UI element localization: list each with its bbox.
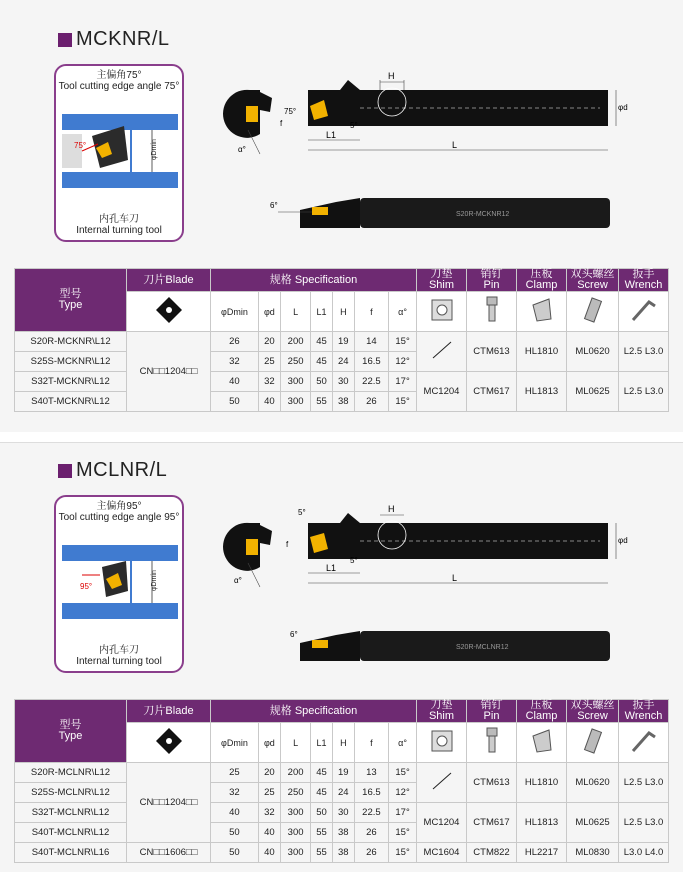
cell: 24	[332, 352, 354, 372]
table-row	[15, 803, 669, 823]
pin-en: Pin	[483, 710, 500, 722]
clamp-cell: HL1813	[517, 372, 567, 412]
type-cn: 型号	[59, 288, 82, 300]
screw-cell: ML0620	[567, 763, 619, 803]
cell: 40	[211, 803, 259, 823]
clamp-icon-cell	[517, 723, 567, 763]
alpha-label: α°	[234, 576, 242, 585]
type-header	[15, 700, 127, 763]
boring-illustration	[62, 96, 178, 206]
d-label: φd	[618, 103, 628, 112]
type-en: Type	[58, 299, 83, 311]
cell: 50	[311, 803, 333, 823]
section-mclnr	[0, 442, 683, 872]
shim-cn: 刀垫	[430, 699, 453, 711]
pin-cell: CTM617	[467, 372, 517, 412]
pin-header	[467, 700, 517, 723]
clamp-en: Clamp	[525, 279, 558, 291]
cell: 20	[258, 332, 280, 352]
screw-cell: ML0625	[567, 372, 619, 412]
cell: 26	[354, 392, 388, 412]
type-en: Type	[58, 730, 83, 742]
wrench-icon-cell	[619, 723, 669, 763]
wrench-icon-cell	[619, 292, 669, 332]
tool-drawing	[220, 70, 640, 240]
cell: 40	[258, 823, 280, 843]
f-label: f	[286, 540, 289, 549]
wrench-en: Wrench	[624, 279, 663, 291]
row-type: S25S-MCKNR\L12	[15, 352, 127, 372]
caption-en: Internal turning tool	[76, 656, 162, 667]
boring-illustration	[62, 527, 178, 637]
type-cn: 型号	[59, 719, 82, 731]
clamp-cell: HL1813	[517, 803, 567, 843]
card-top-caption	[56, 501, 182, 523]
cell: 30	[332, 803, 354, 823]
L1-label: L1	[326, 130, 337, 140]
screw-header	[567, 269, 619, 292]
pin-cell: CTM822	[467, 843, 517, 863]
insert-diagram-card	[54, 495, 184, 673]
cell: 19	[332, 332, 354, 352]
clamp-icon-cell	[517, 292, 567, 332]
clamp-cell: HL1810	[517, 763, 567, 803]
wrench-cell: L2.5 L3.0	[619, 332, 669, 372]
row-type: S40T-MCKNR\L12	[15, 392, 127, 412]
title-marker	[58, 33, 72, 47]
cell: 40	[211, 372, 259, 392]
shim-icon	[429, 297, 455, 323]
insert-diagram-card	[54, 64, 184, 242]
spec-header: 规格 Specification	[211, 700, 417, 723]
cell: 300	[280, 372, 310, 392]
H-label: H	[388, 504, 395, 514]
col-L1: L1	[311, 723, 333, 763]
pin-icon-cell	[467, 292, 517, 332]
cell: 25	[211, 763, 259, 783]
blade-text: CN□□1204□□	[127, 332, 211, 412]
cell: 38	[332, 843, 354, 863]
L-label: L	[452, 573, 458, 583]
row-type: S32T-MCLNR\L12	[15, 803, 127, 823]
card-bottom-caption	[56, 645, 182, 667]
title-text: MCKNR/L	[76, 28, 170, 50]
col-alpha: α°	[389, 292, 417, 332]
cell: 200	[280, 332, 310, 352]
col-f: f	[354, 723, 388, 763]
table-row	[15, 332, 669, 352]
screw-icon-cell	[567, 723, 619, 763]
cell: 50	[211, 392, 259, 412]
cell: 300	[280, 843, 310, 863]
cell: 50	[211, 823, 259, 843]
a5-label: 5°	[350, 556, 358, 565]
row-type: S20R-MCKNR\L12	[15, 332, 127, 352]
clamp-cell: HL1810	[517, 332, 567, 372]
screw-en: Screw	[577, 279, 608, 291]
wrench-cell: L2.5 L3.0	[619, 803, 669, 843]
title-text: MCLNR/L	[76, 459, 168, 481]
pin-icon	[479, 295, 505, 325]
col-d: φd	[258, 723, 280, 763]
cell: 30	[332, 372, 354, 392]
col-dmin: φDmin	[211, 292, 259, 332]
screw-header	[567, 700, 619, 723]
cell: 250	[280, 783, 310, 803]
cell: 45	[311, 783, 333, 803]
screw-cell: ML0625	[567, 803, 619, 843]
clamp-cn: 压板	[530, 268, 553, 280]
screw-icon-cell	[567, 292, 619, 332]
table-row	[15, 763, 669, 783]
shim-icon-cell	[417, 292, 467, 332]
col-L: L	[280, 723, 310, 763]
cell: 55	[311, 843, 333, 863]
cell: 25	[258, 783, 280, 803]
shim-cell: MC1204	[417, 803, 467, 843]
cell: 40	[258, 392, 280, 412]
row-type: S25S-MCLNR\L12	[15, 783, 127, 803]
wrench-cn: 扳手	[632, 268, 655, 280]
section-mcknr	[0, 0, 683, 432]
a6-label: 6°	[270, 201, 278, 210]
screw-cell: ML0620	[567, 332, 619, 372]
cell: 19	[332, 763, 354, 783]
cell: 50	[211, 843, 259, 863]
cell: 38	[332, 823, 354, 843]
cell: 45	[311, 352, 333, 372]
cell: 15°	[389, 763, 417, 783]
caption-en: Tool cutting edge angle 95°	[58, 512, 180, 523]
row-type: S40T-MCLNR\L12	[15, 823, 127, 843]
screw-cn: 双头螺丝	[570, 699, 615, 711]
cell: 32	[211, 783, 259, 803]
col-H: H	[332, 723, 354, 763]
blade-icon-cell	[127, 723, 211, 763]
spec-table	[14, 268, 669, 412]
shim-header	[417, 700, 467, 723]
shim-icon-cell	[417, 723, 467, 763]
col-d: φd	[258, 292, 280, 332]
col-alpha: α°	[389, 723, 417, 763]
alpha-label: α°	[238, 145, 246, 154]
cell: 50	[311, 372, 333, 392]
shim-en: Shim	[428, 710, 455, 722]
card-dim-label: φDmin	[151, 570, 158, 591]
cell: 13	[354, 763, 388, 783]
wrench-cell: L2.5 L3.0	[619, 372, 669, 412]
wrench-header	[619, 700, 669, 723]
t5-label: 5°	[298, 508, 306, 517]
cell: 300	[280, 823, 310, 843]
cell: 15°	[389, 823, 417, 843]
screw-cell: ML0830	[567, 843, 619, 863]
shim-cell: MC1204	[417, 372, 467, 412]
wrench-icon	[629, 727, 659, 755]
a6-label: 6°	[290, 630, 298, 639]
cell: 200	[280, 763, 310, 783]
cell: 38	[332, 392, 354, 412]
row-type: S40T-MCLNR\L16	[15, 843, 127, 863]
shim-icon	[429, 728, 455, 754]
spec-header: 规格 Specification	[211, 269, 417, 292]
cell: 26	[354, 823, 388, 843]
col-L: L	[280, 292, 310, 332]
clamp-en: Clamp	[525, 710, 558, 722]
shim-header	[417, 269, 467, 292]
card-dim-label: φDmin	[151, 139, 158, 160]
a5-label: 5°	[350, 121, 358, 130]
col-dmin: φDmin	[211, 723, 259, 763]
title-marker	[58, 464, 72, 478]
shim-en: Shim	[428, 279, 455, 291]
screw-icon	[580, 726, 606, 756]
L1-label: L1	[326, 563, 337, 573]
clamp-icon	[529, 295, 555, 325]
pin-icon-cell	[467, 723, 517, 763]
row-type: S32T-MCKNR\L12	[15, 372, 127, 392]
blade-header: 刀片Blade	[127, 700, 211, 723]
blade-header: 刀片Blade	[127, 269, 211, 292]
shim-cell	[417, 763, 467, 803]
col-L1: L1	[311, 292, 333, 332]
blade-text: CN□□1606□□	[127, 843, 211, 863]
insert-icon	[154, 295, 184, 325]
pin-cn: 销钉	[480, 699, 503, 711]
shim-cell: MC1604	[417, 843, 467, 863]
caption-cn: 主偏角75°	[96, 70, 142, 81]
screw-en: Screw	[577, 710, 608, 722]
shim-cell	[417, 332, 467, 372]
clamp-header	[517, 269, 567, 292]
f-label: f	[280, 119, 283, 128]
pin-en: Pin	[483, 279, 500, 291]
wrench-en: Wrench	[624, 710, 663, 722]
cell: 15°	[389, 843, 417, 863]
table-row	[15, 372, 669, 392]
cell: 25	[258, 352, 280, 372]
caption-cn: 内孔车刀	[99, 645, 139, 656]
cell: 16.5	[354, 783, 388, 803]
card-top-caption	[56, 70, 182, 92]
row-type: S20R-MCLNR\L12	[15, 763, 127, 783]
spec-table	[14, 699, 669, 863]
card-angle-label: 95°	[80, 582, 93, 591]
cell: 12°	[389, 783, 417, 803]
pin-cell: CTM617	[467, 803, 517, 843]
d-label: φd	[618, 536, 628, 545]
cell: 15°	[389, 332, 417, 352]
wrench-icon	[629, 296, 659, 324]
cell: 26	[211, 332, 259, 352]
clamp-icon	[529, 726, 555, 756]
type-header	[15, 269, 127, 332]
blade-text: CN□□1204□□	[127, 763, 211, 843]
t75-label: 75°	[284, 107, 297, 116]
cell: 15°	[389, 392, 417, 412]
cell: 32	[258, 372, 280, 392]
col-H: H	[332, 292, 354, 332]
pin-cell: CTM613	[467, 332, 517, 372]
table-row	[15, 843, 669, 863]
pin-icon	[479, 726, 505, 756]
caption-cn: 主偏角95°	[96, 501, 142, 512]
pin-cell: CTM613	[467, 763, 517, 803]
caption-en: Internal turning tool	[76, 225, 162, 236]
cell: 32	[258, 803, 280, 823]
cell: 26	[354, 843, 388, 863]
wrench-header	[619, 269, 669, 292]
cell: 45	[311, 332, 333, 352]
screw-icon	[580, 295, 606, 325]
cell: 12°	[389, 352, 417, 372]
pin-cn: 销钉	[480, 268, 503, 280]
cell: 300	[280, 803, 310, 823]
H-label: H	[388, 71, 395, 81]
cell: 20	[258, 763, 280, 783]
blade-icon-cell	[127, 292, 211, 332]
cell: 16.5	[354, 352, 388, 372]
col-f: f	[354, 292, 388, 332]
wrench-cell: L2.5 L3.0	[619, 763, 669, 803]
cell: 45	[311, 763, 333, 783]
tool-drawing	[220, 503, 640, 673]
section-title	[58, 459, 167, 482]
cell: 40	[258, 843, 280, 863]
clamp-header	[517, 700, 567, 723]
cell: 55	[311, 392, 333, 412]
slash-icon	[427, 771, 457, 791]
shim-cn: 刀垫	[430, 268, 453, 280]
pin-header	[467, 269, 517, 292]
insert-icon	[154, 726, 184, 756]
cell: 22.5	[354, 372, 388, 392]
cell: 17°	[389, 803, 417, 823]
cell: 300	[280, 392, 310, 412]
cell: 250	[280, 352, 310, 372]
wrench-cell: L3.0 L4.0	[619, 843, 669, 863]
cell: 55	[311, 823, 333, 843]
card-angle-label: 75°	[74, 141, 87, 150]
engraving: S20R-MCKNR12	[456, 211, 510, 218]
wrench-cn: 扳手	[632, 699, 655, 711]
screw-cn: 双头螺丝	[570, 268, 615, 280]
slash-icon	[427, 340, 457, 360]
cell: 22.5	[354, 803, 388, 823]
cell: 17°	[389, 372, 417, 392]
clamp-cell: HL2217	[517, 843, 567, 863]
cell: 14	[354, 332, 388, 352]
card-bottom-caption	[56, 214, 182, 236]
cell: 32	[211, 352, 259, 372]
caption-cn: 内孔车刀	[99, 214, 139, 225]
cell: 24	[332, 783, 354, 803]
clamp-cn: 压板	[530, 699, 553, 711]
L-label: L	[452, 140, 458, 150]
engraving: S20R-MCLNR12	[456, 644, 509, 651]
section-title	[58, 28, 170, 51]
caption-en: Tool cutting edge angle 75°	[58, 81, 180, 92]
